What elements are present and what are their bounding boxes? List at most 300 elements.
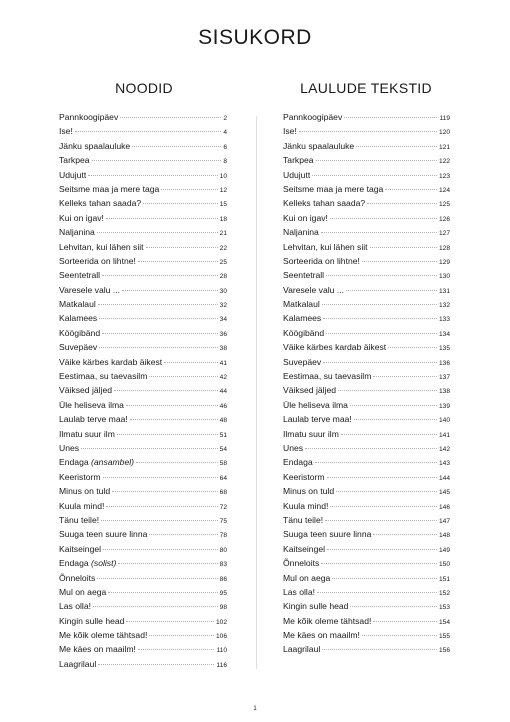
toc-entry-title — [59, 182, 159, 196]
dot-leader — [354, 419, 437, 420]
toc-entry-title-text: Tarkpea — [59, 155, 90, 166]
toc-entry[interactable] — [283, 240, 450, 254]
toc-entry-title — [283, 499, 328, 513]
toc-entry[interactable] — [59, 599, 227, 613]
dot-leader — [344, 117, 437, 118]
dot-leader — [143, 203, 217, 204]
toc-entry[interactable] — [59, 542, 227, 556]
toc-entry-title-text: Laagrilaul — [59, 658, 97, 669]
toc-entry-page: 48 — [219, 417, 227, 425]
toc-entry-title — [283, 110, 342, 124]
toc-entry-title — [283, 240, 368, 254]
toc-entry[interactable] — [59, 571, 227, 585]
toc-entry[interactable] — [283, 484, 450, 498]
toc-entry[interactable] — [59, 642, 227, 656]
toc-entry-title-text: Pannkoogipäev — [283, 112, 343, 122]
toc-entry-title-text: Minus on tuld — [283, 486, 335, 497]
toc-entry-title — [283, 412, 352, 426]
toc-entry-title — [59, 455, 134, 469]
dot-leader — [114, 390, 218, 391]
toc-entry-title — [59, 254, 136, 268]
toc-entry[interactable] — [59, 124, 227, 138]
toc-entry[interactable] — [59, 527, 227, 541]
toc-entry-page: 21 — [219, 230, 227, 238]
toc-entry[interactable] — [59, 628, 227, 642]
toc-entry-page: 130 — [438, 273, 450, 281]
toc-entry[interactable] — [59, 240, 227, 254]
toc-entry[interactable] — [283, 355, 450, 369]
toc-entry-title-text: Köögibänd — [59, 327, 101, 338]
toc-entry-title-text: Kuula mind! — [283, 500, 329, 511]
toc-entry-title — [283, 268, 324, 282]
toc-entry[interactable] — [59, 168, 227, 182]
toc-entry-title-text: Kui on igav! — [283, 212, 328, 223]
toc-entry-title-text: Mul on aega — [59, 586, 107, 597]
toc-entry-title-text: Jänku spaalauluke — [59, 140, 131, 151]
toc-entry-title — [59, 326, 100, 340]
toc-entry-title-text: Me käes on maailm! — [59, 644, 136, 655]
toc-entry-page: 122 — [438, 158, 450, 166]
toc-entry-page: 142 — [438, 445, 450, 453]
toc-entry-title — [59, 642, 136, 656]
toc-entry[interactable] — [283, 585, 450, 599]
toc-entry-title-text: Köögibänd — [283, 327, 325, 338]
toc-entry-page: 46 — [219, 402, 227, 410]
toc-entry-title — [59, 297, 96, 311]
dot-leader — [117, 434, 218, 435]
toc-entry-title-text: Endaga — [59, 457, 89, 468]
toc-entry-title — [59, 340, 97, 354]
toc-entry[interactable] — [59, 383, 227, 397]
toc-entry-title-text: Eestimaa, su taevasilm — [283, 371, 372, 382]
dot-leader — [346, 290, 437, 291]
toc-entry[interactable] — [59, 110, 227, 124]
toc-entry[interactable] — [283, 124, 450, 138]
dot-leader — [99, 318, 217, 319]
dot-leader — [362, 635, 437, 636]
toc-entry-title — [283, 599, 348, 613]
toc-entry[interactable] — [59, 499, 227, 513]
toc-entry[interactable] — [59, 657, 227, 671]
toc-entry-title — [283, 427, 339, 441]
toc-entry-title-text: Me kõik oleme tähtsad! — [283, 615, 372, 626]
toc-entry-title-text: Õnneloits — [283, 558, 320, 569]
toc-entry-page: 143 — [438, 460, 450, 468]
toc-entry[interactable] — [59, 484, 227, 498]
toc-entry-page: 139 — [438, 402, 450, 410]
dot-leader — [323, 362, 437, 363]
toc-entry-title — [283, 297, 320, 311]
toc-entry[interactable] — [283, 311, 450, 325]
toc-entry-title-text: Kelleks tahan saada? — [59, 198, 142, 209]
dot-leader — [146, 247, 218, 248]
dot-leader — [341, 434, 437, 435]
toc-entry-page: 58 — [219, 460, 227, 468]
toc-entry-title-text: Seentetrall — [59, 270, 101, 281]
toc-entry-title-text: Kaitseingel — [283, 543, 326, 554]
dot-leader — [122, 290, 218, 291]
toc-entry-title-text: Kuula mind! — [59, 500, 105, 511]
toc-entry-page: 34 — [219, 316, 227, 324]
toc-entry[interactable] — [283, 225, 450, 239]
dot-leader — [97, 232, 218, 233]
toc-entry-title-text: Väike kärbes kardab äikest — [59, 356, 163, 367]
toc-entry[interactable] — [283, 628, 450, 642]
toc-entry-page: 30 — [219, 287, 227, 295]
toc-entry-title-text: Väiksed jäljed — [59, 385, 113, 396]
toc-entry-page: 68 — [219, 489, 227, 497]
dot-leader — [338, 390, 437, 391]
toc-entry-title-text: Seitsme maa ja mere taga — [283, 183, 384, 194]
page-title: SISUKORD — [198, 26, 312, 49]
toc-entry-title — [59, 153, 90, 167]
toc-entry-title — [283, 585, 315, 599]
dot-leader — [98, 304, 218, 305]
toc-entry-page: 147 — [438, 517, 450, 525]
toc-entry[interactable] — [59, 153, 227, 167]
toc-entry-title-text: Udujutt — [283, 169, 311, 180]
toc-entry[interactable] — [59, 412, 227, 426]
toc-entry-title — [283, 398, 348, 412]
toc-entry[interactable] — [59, 556, 227, 570]
dot-leader — [367, 203, 437, 204]
dot-leader — [326, 333, 437, 334]
toc-entry-page: 152 — [438, 589, 450, 597]
toc-entry-page: 95 — [219, 589, 227, 597]
toc-entry[interactable] — [283, 412, 450, 426]
toc-entry[interactable] — [59, 585, 227, 599]
toc-entry-title-text: Endaga — [283, 457, 313, 468]
toc-entry-title — [283, 556, 319, 570]
toc-entry-page: 98 — [219, 604, 227, 612]
toc-entry-title-text: Naljanina — [283, 227, 319, 238]
dot-leader — [88, 175, 217, 176]
toc-entry[interactable] — [59, 311, 227, 325]
toc-entry-title — [59, 657, 96, 671]
toc-entry-title — [283, 340, 386, 354]
toc-entry[interactable] — [59, 297, 227, 311]
toc-entry-page: 42 — [219, 374, 227, 382]
toc-entry-title-text: Suvepäev — [283, 356, 322, 367]
dot-leader — [323, 318, 437, 319]
toc-entry-page: 18 — [219, 215, 227, 223]
toc-entry[interactable] — [59, 398, 227, 412]
toc-entry-title-text: Suuga teen suure linna — [283, 529, 372, 540]
toc-entry-title — [59, 556, 116, 570]
toc-entry-title — [283, 542, 325, 556]
toc-entry-title — [59, 542, 101, 556]
toc-entry-title — [283, 139, 354, 153]
toc-entry-page: 32 — [219, 302, 227, 310]
toc-entry[interactable] — [283, 326, 450, 340]
toc-entry-title — [59, 628, 147, 642]
dot-leader — [136, 462, 218, 463]
toc-entry-title — [283, 571, 330, 585]
toc-entry-title-text: Keeristorm — [283, 471, 325, 482]
toc-entry[interactable] — [283, 168, 450, 182]
toc-entry-title-text: Unes — [283, 442, 304, 453]
toc-entry-title — [283, 484, 334, 498]
toc-entry-page: 36 — [219, 330, 227, 338]
toc-entry-title — [59, 527, 147, 541]
toc-entry-title — [59, 240, 144, 254]
toc-entry-title — [59, 139, 130, 153]
toc-entry-page: 15 — [219, 201, 227, 209]
toc-entry-title-text: Ilmatu suur ilm — [283, 428, 339, 439]
toc-entry[interactable] — [283, 110, 450, 124]
dot-leader — [356, 146, 437, 147]
toc-entry[interactable] — [283, 398, 450, 412]
toc-entry-title — [283, 628, 360, 642]
toc-entry[interactable] — [59, 369, 227, 383]
toc-entry-title — [59, 383, 112, 397]
toc-entry-title — [283, 455, 313, 469]
toc-entry-title-text: Las olla! — [283, 586, 316, 597]
toc-entry-title-text: Ise! — [283, 126, 297, 137]
toc-entry[interactable] — [59, 470, 227, 484]
toc-entry[interactable] — [283, 268, 450, 282]
toc-entry-page: 119 — [439, 115, 450, 122]
toc-entry[interactable] — [283, 470, 450, 484]
toc-entry[interactable] — [283, 499, 450, 513]
toc-entry[interactable] — [59, 211, 227, 225]
toc-entry[interactable] — [283, 254, 450, 268]
toc-entry-title-text: Väiksed jäljed — [283, 385, 337, 396]
toc-entry[interactable] — [59, 283, 227, 297]
toc-entry-title-text: Kelleks tahan saada? — [283, 198, 366, 209]
dot-leader — [332, 578, 437, 579]
toc-entry-title — [283, 470, 325, 484]
dot-leader — [373, 376, 437, 377]
column-heading-noodid: NOODID — [115, 80, 173, 96]
toc-entry-title — [283, 326, 324, 340]
toc-entry[interactable] — [59, 268, 227, 282]
toc-entry-title-text: Suuga teen suure linna — [59, 529, 148, 540]
dot-leader — [388, 347, 437, 348]
toc-entry-title — [283, 369, 371, 383]
toc-entry-page: 44 — [219, 388, 227, 396]
toc-entry-title — [283, 513, 323, 527]
toc-entry-page: 150 — [438, 561, 450, 569]
dot-leader — [325, 520, 437, 521]
toc-entry-title-text: Matkalaul — [283, 299, 320, 310]
toc-entry-title — [59, 355, 162, 369]
toc-entry[interactable] — [283, 182, 450, 196]
dot-leader — [161, 189, 217, 190]
dot-leader — [102, 333, 218, 334]
toc-entry-title — [283, 355, 321, 369]
page-number: 1 — [253, 706, 257, 712]
dot-leader — [322, 649, 437, 650]
toc-entry-page: 127 — [438, 230, 450, 238]
toc-entry[interactable] — [283, 427, 450, 441]
toc-entry-title-text: Naljanina — [59, 227, 95, 238]
toc-entry-title — [59, 441, 79, 455]
toc-entry-page: 28 — [219, 273, 227, 281]
toc-entry[interactable] — [283, 642, 450, 656]
dot-leader — [326, 275, 437, 276]
dot-leader — [305, 448, 437, 449]
toc-entry[interactable] — [283, 297, 450, 311]
toc-entry-page: 133 — [438, 316, 450, 324]
toc-entry-page: 75 — [219, 517, 227, 525]
toc-entry-title — [59, 499, 104, 513]
toc-entry[interactable] — [283, 455, 450, 469]
toc-entry-page: 154 — [438, 618, 450, 626]
toc-entry-title-text: Keeristorm — [59, 471, 101, 482]
toc-list-noodid — [59, 110, 227, 671]
toc-entry-title-text: Kaitseingel — [59, 543, 102, 554]
dot-leader — [120, 117, 221, 118]
toc-entry[interactable] — [283, 283, 450, 297]
dot-leader — [373, 621, 437, 622]
toc-entry-page: 149 — [438, 546, 450, 554]
toc-list-laulude-tekstid — [283, 110, 450, 657]
toc-entry-title — [59, 412, 128, 426]
toc-entry-title — [59, 110, 118, 124]
toc-entry-title-text: Eestimaa, su taevasilm — [59, 371, 148, 382]
toc-entry-title — [59, 211, 104, 225]
toc-entry[interactable] — [283, 542, 450, 556]
dot-leader — [327, 549, 437, 550]
toc-entry-title — [59, 268, 100, 282]
toc-entry[interactable] — [283, 441, 450, 455]
toc-entry[interactable] — [283, 527, 450, 541]
toc-entry-title — [283, 124, 297, 138]
toc-entry-title — [59, 585, 106, 599]
toc-entry-title-text: Varesele valu ... — [59, 284, 120, 295]
toc-entry-page: 146 — [438, 503, 450, 511]
toc-entry-title — [59, 225, 95, 239]
toc-entry[interactable] — [283, 571, 450, 585]
dot-leader — [373, 534, 437, 535]
toc-entry-title-text: Sorteerida on lihtne! — [283, 255, 360, 266]
toc-entry-page: 10 — [219, 172, 227, 180]
toc-entry[interactable] — [283, 556, 450, 570]
toc-entry-page: 138 — [438, 388, 450, 396]
dot-leader — [138, 261, 218, 262]
toc-entry-page: 106 — [215, 633, 227, 641]
dot-leader — [132, 146, 221, 147]
toc-entry[interactable] — [283, 153, 450, 167]
toc-entry-title-text: Väike kärbes kardab äikest — [283, 342, 387, 353]
toc-entry[interactable] — [283, 614, 450, 628]
toc-entry-page: 78 — [219, 532, 227, 540]
toc-entry[interactable] — [283, 599, 450, 613]
toc-entry-page: 132 — [438, 302, 450, 310]
toc-entry-page: 126 — [438, 215, 450, 223]
toc-entry-page: 54 — [219, 445, 227, 453]
toc-entry[interactable] — [283, 383, 450, 397]
toc-entry-title-text: Endaga — [59, 558, 89, 569]
toc-entry-page: 144 — [438, 474, 450, 482]
toc-entry-page: 141 — [438, 431, 450, 439]
dot-leader — [370, 247, 437, 248]
toc-entry-title-text: Unes — [59, 442, 80, 453]
toc-entry-title-text: Ilmatu suur ilm — [59, 428, 115, 439]
dot-leader — [130, 419, 218, 420]
toc-entry[interactable] — [59, 441, 227, 455]
toc-entry-title — [59, 484, 110, 498]
toc-entry-title — [283, 283, 344, 297]
dot-leader — [321, 563, 437, 564]
toc-entry[interactable] — [59, 427, 227, 441]
toc-entry[interactable] — [283, 369, 450, 383]
toc-entry-title-text: Ise! — [59, 126, 73, 137]
toc-entry-page: 38 — [219, 345, 227, 353]
toc-entry[interactable] — [283, 211, 450, 225]
dot-leader — [101, 520, 218, 521]
dot-leader — [118, 563, 217, 564]
toc-entry-title — [59, 369, 147, 383]
toc-entry[interactable] — [59, 340, 227, 354]
dot-leader — [126, 621, 214, 622]
toc-entry[interactable] — [59, 182, 227, 196]
toc-entry[interactable] — [59, 254, 227, 268]
toc-entry-page: 135 — [438, 345, 450, 353]
toc-entry-page: 8 — [223, 158, 227, 166]
toc-entry-title-text: Sorteerida on lihtne! — [59, 255, 136, 266]
toc-entry-title-text: Üle heliseva ilma — [59, 399, 124, 410]
toc-entry-title-text: Kalamees — [283, 313, 322, 324]
toc-entry-title-text: Matkalaul — [59, 299, 96, 310]
toc-entry-title-text: Mul on aega — [283, 572, 331, 583]
toc-entry[interactable] — [59, 196, 227, 210]
toc-entry-title — [59, 283, 120, 297]
dot-leader — [350, 405, 437, 406]
toc-entry-page: 124 — [438, 186, 450, 194]
toc-entry[interactable] — [59, 513, 227, 527]
dot-leader — [312, 175, 437, 176]
column-divider — [256, 116, 257, 669]
dot-leader — [317, 592, 437, 593]
toc-entry[interactable] — [59, 355, 227, 369]
dot-leader — [106, 218, 218, 219]
toc-entry[interactable] — [59, 614, 227, 628]
toc-entry[interactable] — [283, 513, 450, 527]
dot-leader — [385, 189, 437, 190]
dot-leader — [75, 131, 221, 132]
dot-leader — [103, 477, 218, 478]
toc-entry-title — [283, 441, 303, 455]
toc-entry-page: 136 — [438, 359, 450, 367]
toc-entry-page: 137 — [438, 374, 450, 382]
dot-leader — [322, 304, 437, 305]
toc-entry[interactable] — [59, 326, 227, 340]
toc-entry[interactable] — [283, 340, 450, 354]
toc-entry-title-text: Õnneloits — [59, 572, 96, 583]
toc-entry-title — [59, 427, 115, 441]
toc-entry-title-text: Kui on igav! — [59, 212, 104, 223]
dot-leader — [97, 578, 217, 579]
toc-entry[interactable] — [283, 139, 450, 153]
toc-entry[interactable] — [59, 455, 227, 469]
toc-entry-title — [283, 311, 321, 325]
toc-entry-title — [283, 225, 319, 239]
dot-leader — [336, 491, 437, 492]
toc-entry-title — [59, 196, 141, 210]
toc-entry-page: 51 — [219, 431, 227, 439]
toc-entry[interactable] — [59, 139, 227, 153]
toc-entry[interactable] — [59, 225, 227, 239]
dot-leader — [149, 635, 214, 636]
toc-entry-page: 129 — [438, 258, 450, 266]
toc-entry-page: 86 — [219, 575, 227, 583]
toc-entry-title-text: Pannkoogipäev — [59, 112, 119, 122]
toc-entry-title-text: Las olla! — [59, 601, 92, 612]
dot-leader — [103, 549, 218, 550]
toc-entry[interactable] — [283, 196, 450, 210]
